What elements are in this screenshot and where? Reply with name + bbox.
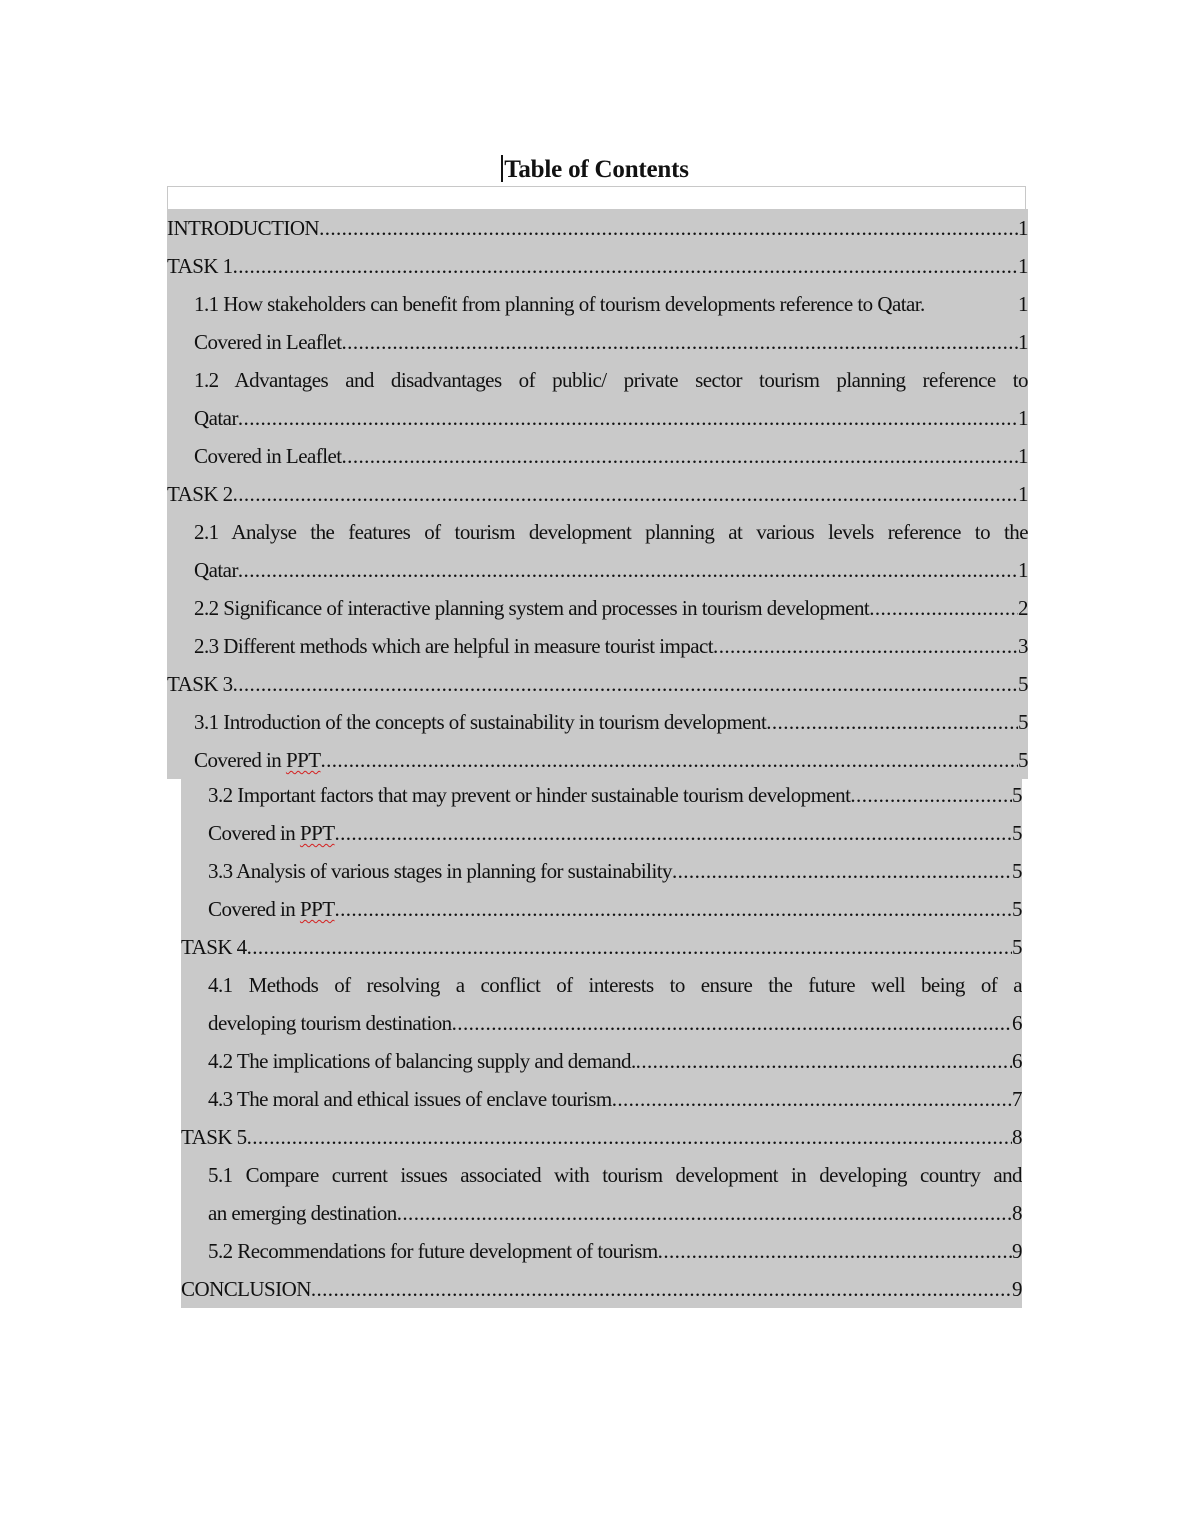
toc-page-number: 6 [1012, 1049, 1022, 1073]
toc-entry-line [167, 437, 1028, 475]
toc-entry-label: Qatar [194, 558, 238, 582]
dot-leader [452, 1004, 1012, 1042]
toc-entry-line [181, 1080, 1022, 1118]
toc-entry-label: 5.2 Recommendations for future development of tourism [208, 1239, 658, 1263]
toc-entry-line [167, 589, 1028, 627]
toc-entry[interactable] [167, 361, 1028, 437]
toc-entry-line [181, 1118, 1022, 1156]
dot-leader [342, 437, 1019, 475]
dot-leader [397, 1194, 1012, 1232]
toc-entry-text [181, 1118, 247, 1156]
dot-leader [658, 1232, 1012, 1270]
toc-entry-text [167, 475, 233, 513]
toc-entry-text [194, 703, 766, 741]
toc-entry-label: 2.3 Different methods which are helpful in measure tourist impact [194, 634, 714, 658]
toc-page-number: 1 [1018, 292, 1028, 316]
dot-leader [850, 776, 1012, 814]
document-title [0, 155, 1190, 184]
toc-entry-label: an emerging destination [208, 1201, 397, 1225]
toc-page-number: 1 [1018, 444, 1028, 468]
toc-page-number: 1 [1018, 406, 1028, 430]
toc-entry-label: TASK 3 [167, 672, 233, 696]
toc-entry-label: 3.1 Introduction of the concepts of sustainability in tourism development [194, 710, 767, 734]
toc-page-number: 3 [1018, 634, 1028, 658]
toc-entry[interactable] [167, 703, 1028, 741]
toc-entry[interactable] [181, 1232, 1022, 1270]
toc-page-number: 8 [1012, 1201, 1022, 1225]
toc-entry-label: Covered in [208, 897, 300, 921]
toc-entry-label: 1.1 How stakeholders can benefit from planning of tourism developments reference to Qatar. [194, 292, 925, 316]
toc-entry-line [181, 1270, 1022, 1308]
toc-entry[interactable] [181, 1270, 1022, 1308]
toc-entry-text [208, 814, 334, 852]
toc-entry-line [181, 852, 1022, 890]
toc-entry-label: 4.2 The implications of balancing supply and demand. [208, 1049, 636, 1073]
toc-entry-line [167, 475, 1028, 513]
dot-leader [713, 627, 1018, 665]
toc-entry-label: INTRODUCTION [167, 216, 320, 240]
toc-entry-label: CONCLUSION [181, 1277, 311, 1301]
toc-entry-line [181, 1232, 1022, 1270]
dot-leader [342, 323, 1019, 361]
toc-entry-text [194, 627, 713, 665]
dot-leader [311, 1270, 1012, 1308]
toc-entry[interactable] [167, 285, 1028, 323]
toc-entry-label: 2.2 Significance of interactive planning system and processes in tourism development [194, 596, 870, 620]
toc-entry[interactable] [167, 513, 1028, 589]
dot-leader [233, 247, 1018, 285]
toc-entry-label: TASK 2 [167, 482, 233, 506]
toc-entry-line [167, 209, 1028, 247]
toc-page-number: 5 [1012, 783, 1022, 807]
toc-entry[interactable] [181, 928, 1022, 966]
toc-page-number: 1 [1018, 482, 1028, 506]
title-text: Table of Contents [504, 156, 689, 183]
dot-leader [766, 703, 1018, 741]
toc-entry-text [208, 1042, 636, 1080]
toc-entry[interactable] [181, 966, 1022, 1042]
toc-entry-line [181, 890, 1022, 928]
toc-page-number: 9 [1012, 1277, 1022, 1301]
toc-page-number: 5 [1018, 710, 1028, 734]
toc-block-2 [181, 776, 1022, 1308]
toc-entry[interactable] [167, 475, 1028, 513]
toc-entry-text-wrapped: 4.1 Methods of resolving a conflict of interests to ensure the future well being of a [208, 973, 1022, 997]
toc-entry[interactable] [167, 437, 1028, 475]
toc-page-number: 1 [1018, 558, 1028, 582]
dot-leader [319, 209, 1018, 247]
dot-leader [247, 1118, 1012, 1156]
toc-page-number: 8 [1012, 1125, 1022, 1149]
toc-entry-line [167, 285, 1028, 323]
toc-page-number: 1 [1018, 216, 1028, 240]
text-cursor [501, 155, 503, 182]
toc-entry-label: Qatar [194, 406, 238, 430]
toc-entry[interactable] [181, 814, 1022, 852]
toc-entry[interactable] [167, 589, 1028, 627]
toc-entry[interactable] [181, 890, 1022, 928]
spellcheck-flagged-word: PPT [285, 748, 321, 772]
spellcheck-flagged-word: PPT [299, 821, 335, 845]
toc-entry-line [167, 741, 1028, 779]
toc-entry[interactable] [167, 247, 1028, 285]
toc-page-number: 5 [1012, 859, 1022, 883]
toc-entry-line [181, 928, 1022, 966]
toc-entry[interactable] [181, 1080, 1022, 1118]
toc-entry-label: Covered in Leaflet [194, 444, 342, 468]
toc-entry-label: Covered in [194, 748, 286, 772]
dot-leader [238, 551, 1018, 589]
toc-entry-line [181, 1194, 1022, 1232]
toc-entry[interactable] [181, 776, 1022, 814]
toc-entry-text [208, 776, 850, 814]
toc-entry-text [208, 1232, 658, 1270]
toc-entry[interactable] [181, 1118, 1022, 1156]
toc-entry-text [194, 323, 342, 361]
dot-leader [320, 741, 1018, 779]
toc-entry-text-wrapped: 2.1 Analyse the features of tourism development planning at various levels reference to the [194, 520, 1028, 544]
toc-entry-text [208, 852, 672, 890]
toc-entry-line [167, 703, 1028, 741]
toc-entry-line [181, 776, 1022, 814]
toc-entry-label: 3.2 Important factors that may prevent or hinder sustainable tourism development [208, 783, 851, 807]
toc-entry-text [194, 741, 320, 779]
toc-page-number: 7 [1012, 1087, 1022, 1111]
dot-leader [238, 399, 1018, 437]
toc-page-number: 1 [1018, 330, 1028, 354]
toc-entry-text [194, 399, 238, 437]
toc-entry-text [167, 247, 233, 285]
toc-entry-text [167, 665, 233, 703]
toc-entry-label: developing tourism destination [208, 1011, 452, 1035]
toc-entry[interactable] [167, 209, 1028, 247]
toc-entry-label: 3.3 Analysis of various stages in planning for sustainability [208, 859, 672, 883]
toc-entry-label: Covered in [208, 821, 300, 845]
toc-entry-line [167, 551, 1028, 589]
toc-page-number: 5 [1018, 748, 1028, 772]
toc-entry-line [181, 1042, 1022, 1080]
toc-page-number: 5 [1018, 672, 1028, 696]
toc-entry-text [208, 1080, 612, 1118]
toc-entry-line [167, 399, 1028, 437]
toc-entry-text [181, 928, 247, 966]
toc-entry[interactable] [181, 1156, 1022, 1232]
toc-page-number: 9 [1012, 1239, 1022, 1263]
toc-entry-text [181, 1270, 311, 1308]
toc-block-1 [167, 209, 1028, 779]
toc-entry-text [208, 1004, 452, 1042]
dot-leader [612, 1080, 1012, 1118]
toc-entry-line [167, 323, 1028, 361]
dot-leader [869, 589, 1018, 627]
dot-leader [247, 928, 1012, 966]
dot-leader [334, 890, 1012, 928]
toc-page-number: 1 [1018, 254, 1028, 278]
toc-entry-line [181, 1004, 1022, 1042]
toc-entry-text [194, 589, 869, 627]
toc-entry[interactable] [181, 1042, 1022, 1080]
dot-leader [925, 285, 1018, 323]
toc-entry-text [194, 551, 238, 589]
toc-entry-text [194, 285, 925, 323]
toc-entry-line [167, 627, 1028, 665]
toc-frame [167, 186, 1026, 211]
dot-leader [636, 1042, 1012, 1080]
toc-entry[interactable] [167, 323, 1028, 361]
toc-page-number: 5 [1012, 897, 1022, 921]
toc-page-number: 5 [1012, 821, 1022, 845]
toc-entry-label: TASK 1 [167, 254, 233, 278]
spellcheck-flagged-word: PPT [299, 897, 335, 921]
toc-entry-text [167, 209, 319, 247]
dot-leader [233, 665, 1018, 703]
toc-entry-label: Covered in Leaflet [194, 330, 342, 354]
toc-entry-text [194, 437, 342, 475]
toc-entry-text-wrapped: 5.1 Compare current issues associated with tourism development in developing country and [208, 1163, 1022, 1187]
toc-page-number: 2 [1018, 596, 1028, 620]
toc-entry-line [181, 814, 1022, 852]
toc-entry-label: TASK 5 [181, 1125, 247, 1149]
toc-entry[interactable] [181, 852, 1022, 890]
toc-entry[interactable] [167, 627, 1028, 665]
toc-entry[interactable] [167, 741, 1028, 779]
toc-entry-line [167, 247, 1028, 285]
toc-page-number: 5 [1012, 935, 1022, 959]
dot-leader [672, 852, 1012, 890]
dot-leader [233, 475, 1018, 513]
toc-entry-label: TASK 4 [181, 935, 247, 959]
toc-entry-text [208, 1194, 397, 1232]
toc-entry[interactable] [167, 665, 1028, 703]
toc-entry-line [167, 665, 1028, 703]
toc-page-number: 6 [1012, 1011, 1022, 1035]
toc-entry-text [208, 890, 334, 928]
toc-entry-text-wrapped: 1.2 Advantages and disadvantages of public/ private sector tourism planning reference to [194, 368, 1028, 392]
toc-entry-label: 4.3 The moral and ethical issues of enclave tourism [208, 1087, 612, 1111]
dot-leader [334, 814, 1012, 852]
